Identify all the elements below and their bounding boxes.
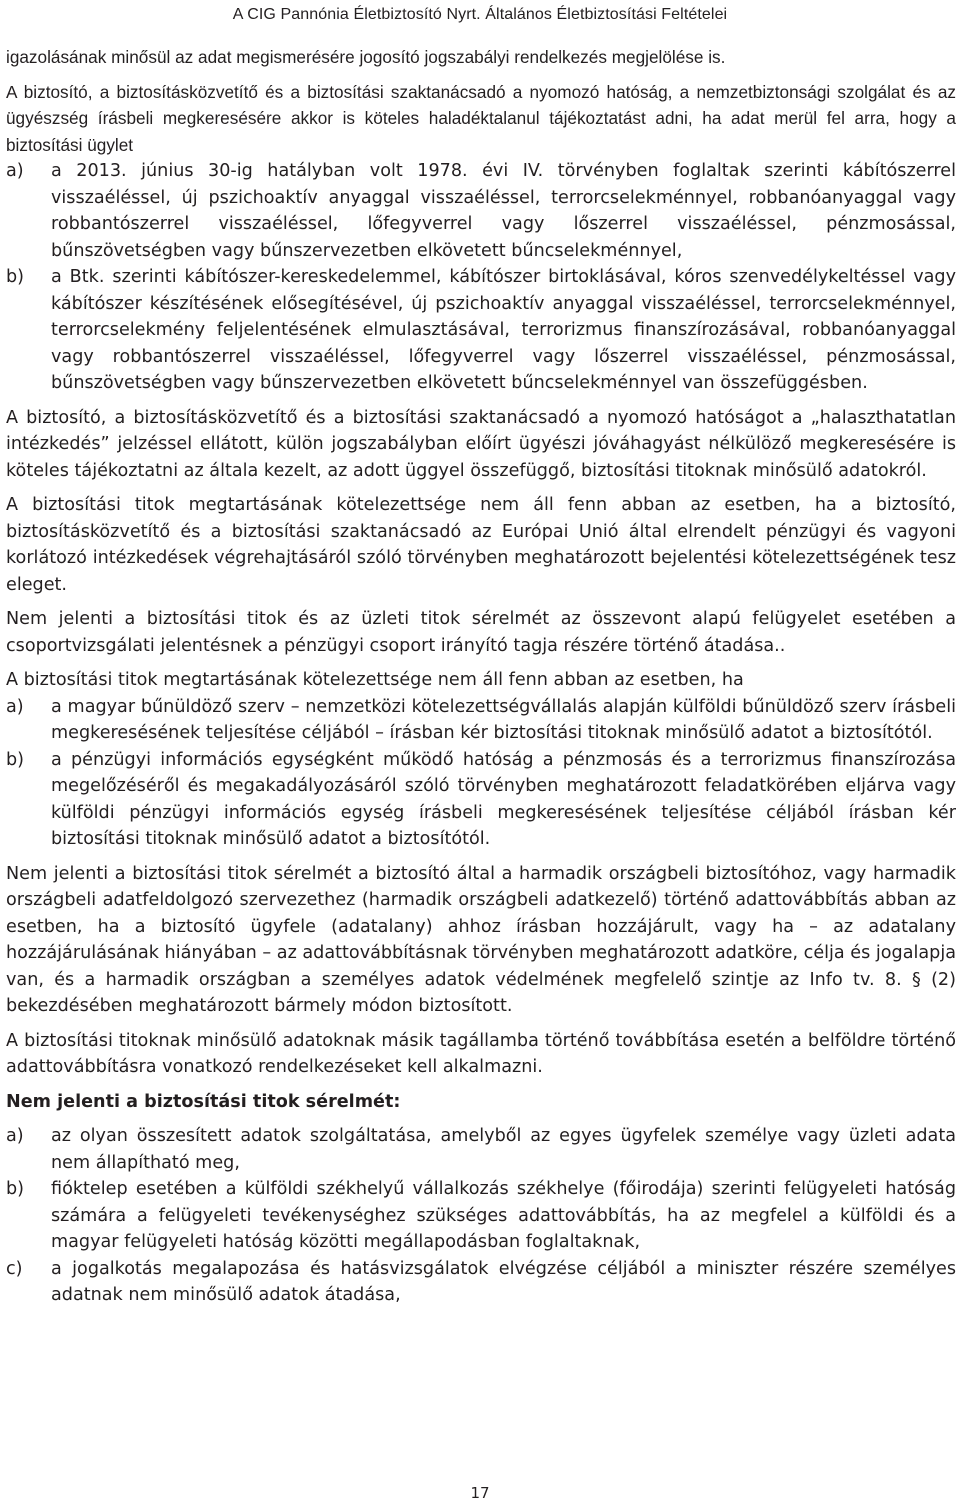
list-item xyxy=(6,747,956,853)
list-secrecy-exceptions xyxy=(6,694,956,853)
list-marker: b) xyxy=(6,267,25,287)
paragraph-group-supervision: Nem jelenti a biztosítási titok és az üzleti titok sérelmét az összevont alapú felügyelet esetében a csoportvizsgálati jelentésnek a pénzügyi csoport irányító tagja részére történő átadása.. xyxy=(6,609,956,656)
page-number: 17 xyxy=(470,1484,490,1502)
list-item xyxy=(6,158,956,264)
list-item xyxy=(6,264,956,397)
list-item-text: az olyan összesített adatok szolgáltatása, amelyből az egyes ügyfelek személye vagy üzleti adata nem állapítható meg, xyxy=(51,1126,956,1173)
list-item-text: a magyar bűnüldöző szerv – nemzetközi kötelezettségvállalás alapján külföldi bűnüldöző szerv írásbeli megkeresésének teljesítése céljából – írásban kér biztosítási titoknak minősülő adatot a biztosítótól. xyxy=(51,696,956,743)
list-marker: b) xyxy=(6,749,25,770)
document-body xyxy=(6,44,956,1317)
list-item xyxy=(6,1123,956,1176)
running-header: A CIG Pannónia Életbiztosító Nyrt. Általános Életbiztosítási Feltételei xyxy=(232,6,728,23)
paragraph-third-country-transfer: Nem jelenti a biztosítási titok sérelmét a biztosító által a harmadik országbeli biztosítóhoz, vagy harmadik országbeli adatfeldolgozó szervezethez (harmadik országbeli adatkezelő) történő adattovábbítás abban az esetben, ha a biztosító ügyfele (adatalany) ahhoz írásban hozzájárult, vagy ha – az adatalany hozzájárulásának hiányában – az adattovábbításnak törvényben meghatározott adatköre, célja és jogalapja van, és a harmadik országban a személyes adatok védelmének megfelelő szintje az Info tv. 8. § (2) bekezdésében meghatározott bármely módon biztosított. xyxy=(6,863,956,1016)
list-item-text: a jogalkotás megalapozása és hatásvizsgálatok elvégzése céljából a miniszter részére személyes adatnak nem minősülő adatok átadása, xyxy=(51,1258,956,1305)
paragraph-eu-restrictions: A biztosítási titok megtartásának kötelezettsége nem áll fenn abban az esetben, ha a biztosító, biztosításközvetítő és a biztosítási szaktanácsadó az Európai Unió által elrendelt pénzügyi és vagyoni korlátozó intézkedések végrehajtásáról szóló törvényben meghatározott bejelentési kötelezettségének tesz eleget. xyxy=(6,495,956,595)
paragraph-urgent-measure: A biztosító, a biztosításközvetítő és a biztosítási szaktanácsadó a nyomozó hatóságot a „halaszthatatlan intézkedés” jelzéssel ellátott, külön jogszabályban előírt ügyészi jóváhagyást nélkülöző megkeresésére is köteles tájékoztatni az általa kezelt, az adott üggyel összefüggő, biztosítási titoknak minősülő adatokról. xyxy=(6,407,956,481)
list-item xyxy=(6,694,956,747)
list-marker: b) xyxy=(6,1179,25,1199)
list-non-violations xyxy=(6,1123,956,1309)
list-item xyxy=(6,1176,956,1256)
list-item xyxy=(6,1256,956,1309)
paragraph-investigation-authority: A biztosító, a biztosításközvetítő és a biztosítási szaktanácsadó a nyomozó hatóság, a nemzetbiztonsági szolgálat és az ügyészség írásbeli megkeresésére akkor is köteles haladéktalanul tájékoztatást adni, ha adat merül fel arra, hogy a biztosítási ügylet xyxy=(6,81,956,155)
list-marker: a) xyxy=(6,1126,24,1146)
list-crimes xyxy=(6,158,956,397)
list-marker: c) xyxy=(6,1258,23,1279)
list-item-text: a pénzügyi információs egységként működő hatóság a pénzmosás és a terrorizmus finanszírozása megelőzéséről és megakadályozásáról szóló törvényben meghatározott feladatkörében eljárva vagy külföldi pénzügyi információs egység írásbeli megkeresésének teljesítése céljából írásban kér biztosítási titoknak minősülő adatot a biztosítótól. xyxy=(51,749,956,849)
list-item-text: fióktelep esetében a külföldi székhelyű vállalkozás székhelye (főirodája) szerinti felügyeleti hatóság számára a felügyeleti tevékenységhez szükséges adattovábbítás, ha az megfelel a külföldi és a magyar felügyeleti hatóság közötti megállapodásban foglaltaknak, xyxy=(51,1179,956,1252)
list-marker: a) xyxy=(6,696,24,717)
list-item-text: a 2013. június 30-ig hatályban volt 1978. évi IV. törvényben foglaltak szerinti kábítószerrel visszaéléssel, új pszichoaktív anyaggal visszaéléssel, terrorcselekménnyel, robbanóanyaggal vagy robbantószerrel visszaéléssel, lőfegyverrel vagy lőszerrel visszaéléssel, pénzmosással, bűnszövetségben vagy bűnszervezetben elkövetett bűncselekménnyel, xyxy=(51,161,956,261)
list-marker: a) xyxy=(6,161,24,181)
paragraph-secrecy-exception: A biztosítási titok megtartásának kötelezettsége nem áll fenn abban az esetben, ha xyxy=(6,670,744,690)
list-item-text: a Btk. szerinti kábítószer-kereskedelemmel, kábítószer birtoklásával, kóros szenvedélykeltéssel vagy kábítószer készítésének elősegítésével, új pszichoaktív anyaggal visszaéléssel, terrorcselekménnyel, terrorcselekmény feljelentésének elmulasztásával, terrorizmus finanszírozásával, robbanóanyaggal vagy robbantószerrel visszaéléssel, lőfegyverrel vagy lőszerrel visszaéléssel, pénzmosással, bűnszövetségben vagy bűnszervezetben elkövetett bűncselekménnyel van összefüggésben. xyxy=(51,267,956,393)
section-heading: Nem jelenti a biztosítási titok sérelmét: xyxy=(6,1091,401,1112)
paragraph-member-state-transfer: A biztosítási titoknak minősülő adatoknak másik tagállamba történő továbbítása esetén a belföldre történő adattovábbításra vonatkozó rendelkezéseket kell alkalmazni. xyxy=(6,1030,956,1077)
paragraph-verification: igazolásának minősül az adat megismerésére jogosító jogszabályi rendelkezés megjelölése is. xyxy=(6,47,726,67)
